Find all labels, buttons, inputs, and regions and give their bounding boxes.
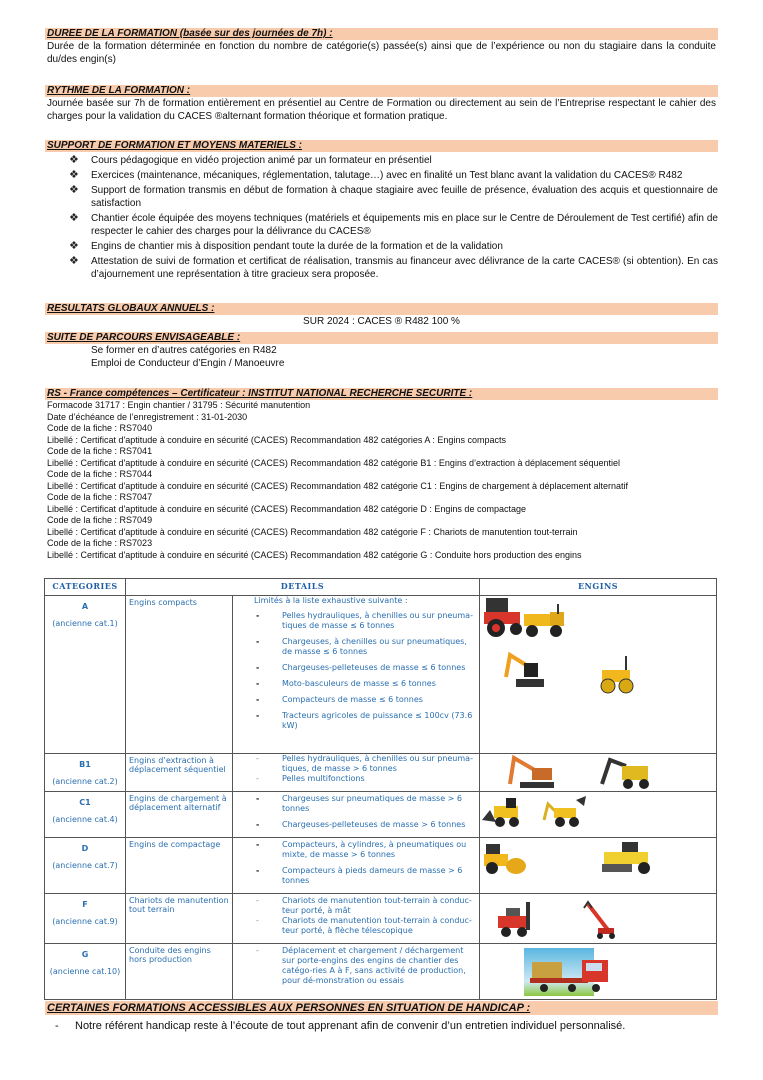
suite-item: Se former en d’autres catégories en R482 — [91, 345, 277, 356]
rs-line: Date d’échéance de l’enregistrement : 31-01-2030 — [47, 411, 248, 422]
tractor-image — [480, 596, 524, 638]
rs-line: Formacode 31717 : Engin chantier / 31795 : Sécurité manutention — [47, 400, 311, 410]
section-heading-support: SUPPORT DE FORMATION ET MOYENS MATERIELS : — [45, 140, 718, 152]
rs-line: Libellé : Certificat d'aptitude à conduire en sécurité (CACES) Recommandation 482 catégorie B1 : Engins d’extraction à déplacement séquentiel — [47, 457, 621, 468]
rs-line: Code de la fiche : RS7047 — [47, 492, 153, 502]
category-name: Chariots de manutention tout terrain — [126, 894, 233, 944]
detail-item: - Pelles hydrauliques, à chenilles ou sur pneuma-tiques, de masse > 6 tonnes — [256, 754, 473, 773]
rs-line: Code de la fiche : RS7044 — [47, 469, 153, 479]
support-list — [45, 154, 718, 281]
dash-bullet-icon: - — [55, 1020, 59, 1032]
wheel-loader-image — [482, 796, 524, 828]
crawler-excavator-image — [504, 754, 556, 790]
diamond-bullet-icon: ❖ — [69, 212, 79, 224]
detail-item: - Pelles multifonctions — [256, 774, 365, 783]
table-header-row — [45, 579, 717, 596]
diamond-bullet-icon: ❖ — [69, 255, 79, 267]
engins-cell — [480, 838, 717, 894]
category-letter: G — [81, 950, 89, 959]
rs-line: Code de la fiche : RS7041 — [47, 446, 153, 456]
detail-item: - Tracteurs agricoles de puissance ≤ 100cv (73.6 kW) — [256, 711, 473, 730]
header-details: DETAILS — [126, 579, 480, 596]
dumper-image — [520, 604, 570, 640]
detail-item: - Compacteurs, à cylindres, à pneumatiques ou mixte, de masse > 6 tonnes — [256, 840, 467, 859]
category-name: Engins d’extraction à déplacement séquentiel — [126, 754, 233, 792]
section-heading-suite: SUITE DE PARCOURS ENVISAGEABLE : — [45, 332, 718, 344]
table-row — [45, 894, 717, 944]
rythme-text: Journée basée sur 7h de formation entièrement en présentiel au Centre de Formation ou directement au sein de l’Entreprise respectant le cahier des charges pour la validation du CACES ®alternant formation théorique et formation pratique. — [47, 98, 716, 122]
detail-item: - Déplacement et chargement / déchargement sur porte-engins des engins de chantier des catégo-ries A à F, sans activité de production, pour dé-monstration ou essais — [256, 946, 466, 985]
support-item: ❖ Cours pédagogique en vidéo projection animé par un formateur en présentiel — [69, 154, 432, 166]
category-old: (ancienne cat.7) — [52, 861, 118, 870]
detail-item: - Chariots de manutention tout-terrain à conduc-teur porté, à mât — [256, 896, 472, 915]
mini-roller-image — [598, 656, 634, 696]
detail-item: - Compacteurs à pieds dameurs de masse > 6 tonnes — [256, 866, 463, 885]
rs-line: Libellé : Certificat d'aptitude à conduire en sécurité (CACES) Recommandation 482 catégories A : Engins compacts — [47, 434, 506, 445]
engins-cell — [480, 596, 717, 754]
category-old: (ancienne cat.10) — [49, 967, 121, 976]
diamond-bullet-icon: ❖ — [69, 154, 79, 166]
engins-cell — [480, 792, 717, 838]
duree-text: Durée de la formation déterminée en fonction du nombre de catégorie(s) passée(s) ainsi que de l’expérience ou non du stagiaire dans la conduite du/des engin(s) — [47, 41, 716, 65]
rs-line: Libellé : Certificat d'aptitude à conduire en sécurité (CACES) Recommandation 482 catégorie F : Chariots de manutention tout-terrain — [47, 526, 578, 537]
rs-line: Code de la fiche : RS7049 — [47, 515, 153, 525]
category-old: (ancienne cat.4) — [52, 815, 118, 824]
detail-item: - Chargeuses sur pneumatiques de masse > 6 tonnes — [256, 794, 462, 813]
category-name: Engins compacts — [126, 596, 233, 754]
rs-line: Libellé : Certificat d'aptitude à conduire en sécurité (CACES) Recommandation 482 catégorie C1 : Engins de chargement à déplacement alternatif — [47, 480, 629, 491]
detail-item: - Chargeuses-pelleteuses de masse ≤ 6 tonnes — [256, 663, 466, 672]
engins-cell — [480, 944, 717, 1000]
handicap-item: - Notre référent handicap reste à l’écoute de tout apprenant afin de convenir d’un entretien individuel personnalisé. — [55, 1020, 626, 1032]
detail-item: - Compacteurs de masse ≤ 6 tonnes — [256, 695, 423, 704]
category-name: Engins de compactage — [126, 838, 233, 894]
header-categories: CATEGORIES — [45, 579, 126, 596]
table-row — [45, 792, 717, 838]
padfoot-roller-image — [600, 840, 652, 876]
detail-item: - Pelles hydrauliques, à chenilles ou sur pneuma-tiques de masse ≤ 6 tonnes — [256, 611, 473, 630]
header-engins: ENGINS — [480, 579, 717, 596]
table-row — [45, 944, 717, 1000]
detail-item: - Chargeuses, à chenilles ou sur pneumatiques, de masse ≤ 6 tonnes — [256, 637, 467, 656]
support-item: ❖ Support de formation transmis en début de formation à chaque stagiaire avec feuille de présence, évaluation des acquis et questionnaire de satisfaction — [69, 184, 718, 209]
backhoe-loader-image — [542, 794, 588, 828]
rs-line: Libellé : Certificat d'aptitude à conduire en sécurité (CACES) Recommandation 482 catégorie G : Conduite hors production des engins — [47, 549, 582, 560]
detail-item: - Chargeuses-pelleteuses de masse > 6 tonnes — [256, 820, 466, 829]
engins-cell — [480, 754, 717, 792]
support-item: ❖ Chantier école équipée des moyens techniques (matériels et équipements mis en place sur le Centre de Déroulement de Test certifié) afin de respecter le cahier des charges pour la délivrance du CACES® — [69, 212, 718, 237]
support-item: ❖ Engins de chantier mis à disposition pendant toute la durée de la formation et de la validation — [69, 240, 503, 252]
category-old: (ancienne cat.9) — [52, 917, 118, 926]
support-item: ❖ Exercices (maintenance, mécaniques, réglementation, talutage…) avec en finalité un Test blanc avant la validation du CACES® R482 — [69, 169, 683, 181]
diamond-bullet-icon: ❖ — [69, 184, 79, 196]
support-item: ❖ Attestation de suivi de formation et certificat de réalisation, transmis au financeur avec délivrance de la carte CACES® (si obtention). En cas d’ajournement une représentation à titre gracieux sera proposée. — [69, 255, 718, 280]
section-heading-rs: RS - France compétences – Certificateur : INSTITUT NATIONAL RECHERCHE SECURITE : — [45, 388, 718, 400]
rs-line: Code de la fiche : RS7023 — [47, 538, 153, 548]
category-letter: A — [81, 602, 89, 611]
table-row — [45, 838, 717, 894]
categories-table — [44, 578, 717, 1000]
category-name: Engins de chargement à déplacement alternatif — [126, 792, 233, 838]
category-name: Conduite des engins hors production — [126, 944, 233, 1000]
telehandler-image — [582, 900, 618, 940]
suite-item: Emploi de Conducteur d’Engin / Manoeuvre — [91, 358, 285, 369]
wheeled-excavator-image — [598, 756, 652, 790]
rough-terrain-forklift-image — [494, 902, 538, 938]
mini-excavator-image — [502, 651, 550, 691]
rs-line: Libellé : Certificat d'aptitude à conduire en sécurité (CACES) Recommandation 482 catégorie D : Engins de compactage — [47, 503, 526, 514]
details-intro: Limités à la liste exhaustive suivante : — [254, 596, 408, 605]
category-letter: F — [82, 900, 88, 909]
low-loader-truck-image — [524, 948, 612, 996]
diamond-bullet-icon: ❖ — [69, 240, 79, 252]
smooth-roller-image — [482, 842, 528, 876]
category-letter: B1 — [79, 760, 91, 769]
rs-line: Code de la fiche : RS7040 — [47, 423, 153, 433]
engins-cell — [480, 894, 717, 944]
detail-item: - Chariots de manutention tout-terrain à conduc-teur porté, à flèche télescopique — [256, 916, 472, 935]
category-old: (ancienne cat.1) — [52, 619, 118, 628]
diamond-bullet-icon: ❖ — [69, 169, 79, 181]
section-heading-resultats: RESULTATS GLOBAUX ANNUELS : — [45, 303, 718, 315]
section-heading-handicap: CERTAINES FORMATIONS ACCESSIBLES AUX PERSONNES EN SITUATION DE HANDICAP : — [45, 1001, 718, 1015]
section-heading-duree: DUREE DE LA FORMATION (basée sur des journées de 7h) : — [45, 28, 718, 40]
category-old: (ancienne cat.2) — [52, 777, 118, 786]
table-row — [45, 596, 717, 754]
section-heading-rythme: RYTHME DE LA FORMATION : — [45, 85, 718, 97]
category-letter: D — [81, 844, 89, 853]
category-letter: C1 — [79, 798, 91, 807]
table-row — [45, 754, 717, 792]
detail-item: - Moto-basculeurs de masse ≤ 6 tonnes — [256, 679, 436, 688]
resultats-text: SUR 2024 : CACES ® R482 100 % — [303, 316, 460, 327]
